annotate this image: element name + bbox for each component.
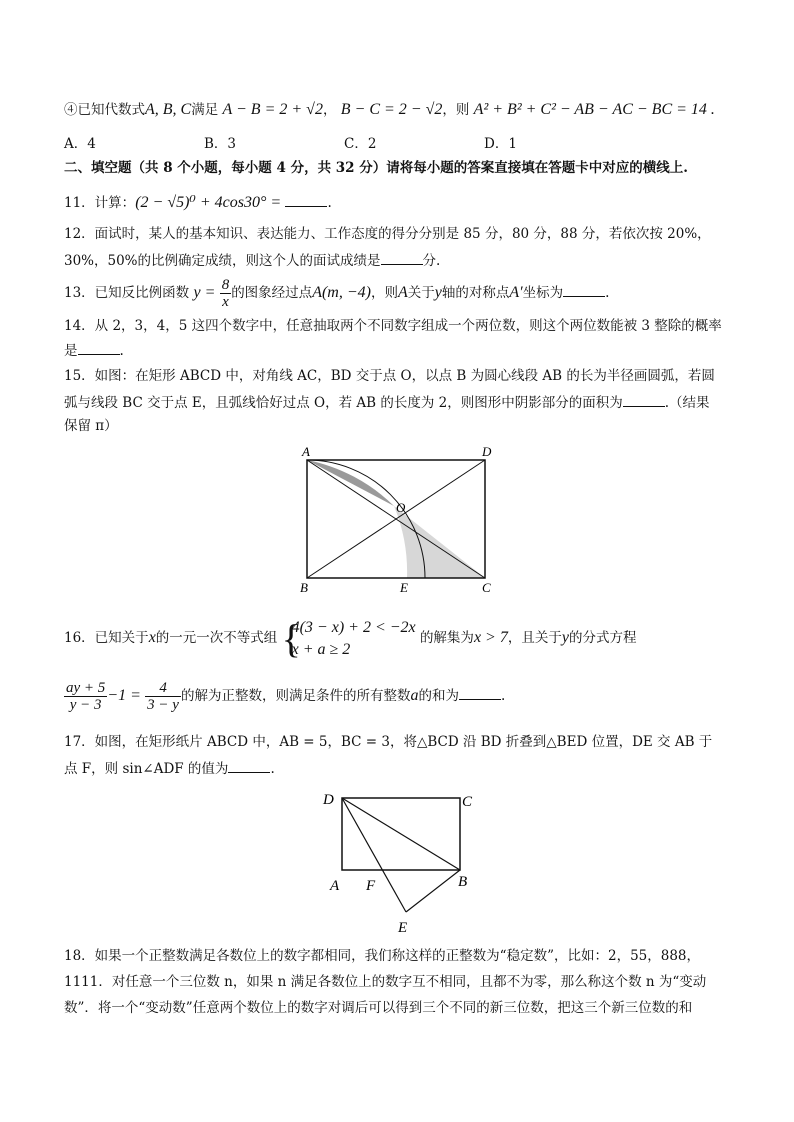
label-O: O: [396, 500, 406, 515]
question-18-line2: 1111．对任意一个三位数 n，如果 n 满足各数位上的数字互不相同，且都不为零，那么称这个数 n 为“变动: [64, 974, 707, 990]
label-A: A: [302, 444, 310, 459]
diagonal-db: [342, 798, 460, 870]
q13-point: A(m, −4): [312, 284, 371, 301]
q16-mid2: 的解集为: [419, 630, 474, 646]
brace: {: [281, 615, 301, 661]
q17-line2: 点 F，则 sin∠ADF 的值为: [64, 761, 229, 777]
q11-answer-blank[interactable]: [285, 192, 327, 207]
question-16-line2: [64, 676, 505, 716]
q12-end: 分.: [422, 253, 441, 269]
question-15-line1: 15．如图：在矩形 ABCD 中，对角线 AC，BD 交于点 O，以点 B 为圆心线段 AB 的长为半径画圆弧，若圆: [64, 368, 715, 384]
q16-tail: 的解为正整数，则满足条件的所有整数: [180, 688, 411, 704]
shaded-region-top: [307, 460, 394, 506]
q17-dot: .: [270, 761, 275, 777]
q4-eq2: B − C = 2 − √2: [340, 101, 443, 118]
q13-mid2: ，则: [370, 285, 398, 301]
label-A2: A: [330, 878, 340, 894]
question-13: [64, 276, 609, 310]
q13-mid3: 关于: [407, 285, 435, 301]
q16-x: x: [148, 629, 156, 646]
q16-inequality-system: [282, 617, 416, 661]
q16-prefix: 16．已知关于: [64, 630, 149, 646]
q16-fraction-2: [145, 680, 181, 713]
q13-prefix: 13．已知反比例函数: [64, 285, 190, 301]
line-de: [342, 798, 406, 912]
q13-answer-blank[interactable]: [563, 282, 605, 297]
label-F2: F: [366, 878, 376, 894]
label-C2: C: [462, 794, 473, 810]
q16-f1-num: ay + 5: [66, 680, 106, 696]
question-18-line3: 数”．将一个“变动数”任意两个数位上的数字对调后可以得到三个不同的新三位数，把这三个新三位数的和: [64, 1000, 693, 1016]
q13-mid: 的图象经过点: [231, 285, 313, 301]
q4-eq1: A − B = 2 + √2: [222, 101, 323, 118]
q16-dot: .: [500, 688, 506, 704]
q16-f1-den: y − 3: [69, 697, 102, 713]
q16-f2-num: 4: [145, 680, 181, 697]
figure-folded-rectangle: [318, 784, 488, 940]
label-E: E: [400, 580, 408, 595]
q13-frac-num: 8: [221, 277, 230, 293]
q13-mid4: 轴的对称点: [441, 285, 510, 301]
q13-dot: .: [605, 285, 610, 301]
q15-line2-end: .（结果: [664, 395, 710, 411]
q16-ineq1: 4(3 − x) + 2 < −2x: [291, 618, 416, 636]
question-16-line1: [64, 614, 636, 662]
q16-end: 的分式方程: [568, 630, 637, 646]
q16-a: a: [410, 687, 419, 704]
label-D2: D: [323, 792, 334, 808]
q13-fraction: [220, 277, 232, 310]
q16-y: y: [561, 629, 569, 646]
q4-vars: A, B, C: [145, 101, 192, 118]
q14-line2: 是: [64, 343, 78, 359]
q4-eq3: A² + B² + C² − AB − AC − BC = 14 .: [473, 101, 715, 118]
label-D: D: [482, 444, 492, 459]
q14-answer-blank[interactable]: [78, 340, 120, 355]
q12-text: 30%，50%的比例确定成绩，则这个人的面试成绩是: [64, 253, 381, 269]
q15-line2: 弧与线段 BC 交于点 E，且弧线恰好过点 O，若 AB 的长度为 2，则图形中阴影部分的面积为: [64, 395, 623, 411]
q4-mid: 满足: [191, 102, 219, 118]
option-b[interactable]: B．3: [204, 136, 237, 152]
label-C: C: [482, 580, 491, 595]
label-E2: E: [398, 920, 408, 936]
q16-f2-den: 3 − y: [147, 697, 179, 713]
q15-answer-blank[interactable]: [623, 392, 665, 407]
q13-yaxis: y: [434, 284, 442, 301]
question-17-line2: [64, 758, 275, 779]
q17-answer-blank[interactable]: [228, 758, 270, 773]
q13-Aprime: A′: [509, 284, 523, 301]
q12-answer-blank[interactable]: [381, 250, 423, 265]
question-17-line1: 17．如图，在矩形纸片 ABCD 中，AB = 5，BC = 3，将△BCD 沿 BD 折叠到△BED 位置，DE 交 AB 于: [64, 734, 713, 750]
question-14-line1: 14．从 2，3，4，5 这四个数字中，任意抽取两个不同数字组成一个两位数，则这个两位数能被 3 整除的概率: [64, 318, 722, 334]
q13-A: A: [397, 284, 408, 301]
question-11: [64, 192, 332, 213]
question-15-line2: [64, 392, 710, 413]
q11-prefix: 11．计算：: [64, 195, 136, 211]
q4-prefix: ④已知代数式: [64, 102, 145, 118]
q11-expr: (2 − √5)⁰ + 4cos30° =: [135, 194, 282, 211]
q16-mid: 的一元一次不等式组: [155, 630, 278, 646]
option-a[interactable]: A．4: [64, 136, 96, 152]
q16-answer-blank[interactable]: [459, 685, 501, 700]
q16-solution: x > 7: [473, 629, 508, 646]
question-12-line1: 12．面试时，某人的基本知识、表达能力、工作态度的得分分别是 85 分，80 分，88 分，若依次按 20%，: [64, 226, 711, 242]
q14-dot: .: [119, 343, 124, 359]
line-be: [406, 870, 460, 912]
answer-options: [64, 134, 704, 154]
figure-rectangle-abcd-arc: [290, 440, 510, 600]
q16-tail2: 的和为: [418, 688, 459, 704]
question-14-line2: [64, 340, 124, 361]
q13-end: 坐标为: [522, 285, 564, 301]
q16-fraction-1: [64, 680, 107, 713]
q13-frac-den: x: [222, 294, 229, 310]
q11-end: .: [327, 195, 332, 211]
q16-mid3: ，且关于: [507, 630, 562, 646]
label-B: B: [300, 580, 308, 595]
label-B2: B: [458, 874, 468, 890]
q13-y: y =: [193, 284, 216, 301]
q4-then: ，则: [442, 102, 470, 118]
question-12-line2: [64, 250, 440, 271]
q16-ineq2: x + a ≥ 2: [291, 640, 351, 658]
option-d[interactable]: D．1: [484, 136, 517, 152]
q16-minus: −1 =: [107, 687, 141, 704]
option-c[interactable]: C．2: [344, 136, 377, 152]
question-4-statement: ④已知代数式A, B, C满足 A − B = 2 + √2， B − C = 2 − √2，则 A² + B² + C² − AB − AC − BC = 14 .: [64, 101, 715, 118]
question-18-line1: 18．如果一个正整数满足各数位上的数字都相同，我们称这样的正整数为“稳定数”，比如：2，55，888，: [64, 948, 701, 964]
question-15-line3: 保留 π）: [64, 418, 118, 434]
section-2-heading: 二、填空题（共 8 个小题，每小题 4 分，共 32 分）请将每小题的答案直接填在答题卡中对应的横线上.: [64, 160, 688, 176]
